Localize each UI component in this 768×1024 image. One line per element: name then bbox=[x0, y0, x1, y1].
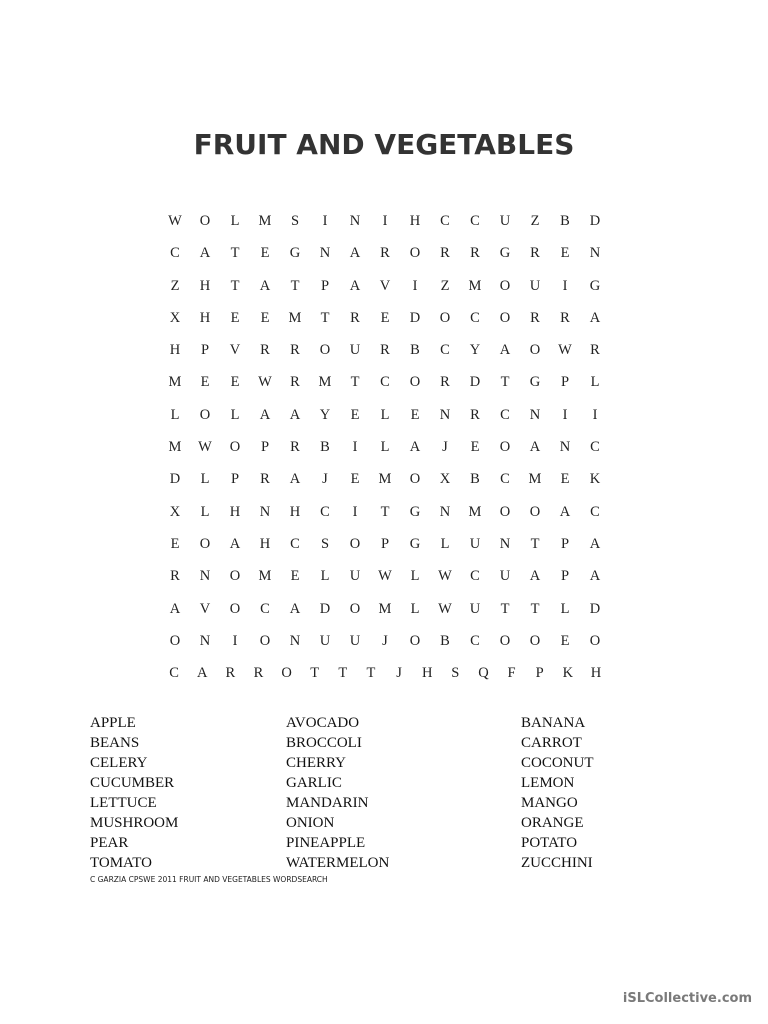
grid-letter: L bbox=[410, 600, 420, 617]
grid-letter: K bbox=[589, 471, 601, 488]
grid-letter: T bbox=[320, 309, 330, 326]
grid-letter: G bbox=[499, 245, 511, 262]
grid-letter: U bbox=[349, 632, 361, 649]
grid-letter: U bbox=[529, 277, 541, 294]
word-list-item: POTATO bbox=[521, 835, 578, 851]
grid-letter: U bbox=[469, 535, 481, 552]
grid-letter: D bbox=[469, 374, 481, 391]
word-list-item: LETTUCE bbox=[90, 795, 157, 811]
grid-letter: A bbox=[589, 568, 601, 585]
grid-letter: E bbox=[350, 471, 360, 488]
grid-letter: B bbox=[320, 439, 330, 456]
grid-letter: O bbox=[259, 632, 271, 649]
grid-letter: H bbox=[289, 503, 301, 520]
word-list-item: CUCUMBER bbox=[90, 775, 175, 791]
grid-letter: R bbox=[560, 309, 570, 326]
grid-letter: V bbox=[379, 277, 391, 294]
word-list-item: PINEAPPLE bbox=[286, 835, 366, 851]
grid-letter: A bbox=[529, 568, 541, 585]
grid-letter: V bbox=[229, 342, 241, 359]
grid-letter: V bbox=[199, 600, 211, 617]
word-list-item: ORANGE bbox=[521, 815, 584, 831]
grid-letter: J bbox=[322, 471, 328, 488]
grid-letter: E bbox=[470, 439, 480, 456]
grid-letter: O bbox=[529, 632, 541, 649]
grid-letter: T bbox=[380, 503, 390, 520]
grid-letter: R bbox=[470, 406, 480, 423]
grid-letter: C bbox=[470, 213, 480, 229]
grid-letter: R bbox=[440, 374, 450, 391]
word-list-item: WATERMELON bbox=[286, 855, 390, 871]
grid-row bbox=[160, 593, 610, 625]
grid-letter: A bbox=[409, 439, 421, 456]
grid-letter: N bbox=[259, 503, 271, 520]
grid-letter: I bbox=[592, 406, 598, 423]
word-list-item: ZUCCHINI bbox=[521, 855, 593, 871]
grid-letter: C bbox=[290, 535, 300, 552]
grid-letter: E bbox=[230, 309, 240, 326]
grid-letter: O bbox=[409, 632, 421, 649]
grid-letter: E bbox=[260, 309, 270, 326]
grid-letter: C bbox=[500, 471, 510, 488]
grid-letter: A bbox=[199, 245, 211, 262]
grid-row bbox=[160, 560, 610, 592]
grid-letter: N bbox=[289, 632, 301, 649]
grid-letter: W bbox=[378, 568, 392, 585]
grid-letter: E bbox=[260, 245, 270, 262]
grid-letter: H bbox=[199, 309, 211, 326]
grid-letter: L bbox=[590, 374, 600, 391]
grid-letter: T bbox=[366, 665, 376, 682]
grid-row bbox=[160, 431, 610, 463]
grid-letter: B bbox=[470, 471, 480, 488]
grid-letter: O bbox=[319, 342, 331, 359]
grid-letter: A bbox=[499, 342, 511, 359]
grid-letter: R bbox=[380, 342, 390, 359]
grid-letter: L bbox=[410, 568, 420, 585]
grid-letter: D bbox=[589, 213, 601, 229]
grid-letter: K bbox=[562, 665, 574, 682]
grid-letter: U bbox=[349, 568, 361, 585]
grid-letter: N bbox=[319, 245, 331, 262]
grid-row bbox=[160, 625, 610, 657]
grid-letter: H bbox=[421, 665, 433, 682]
word-list-item: BEANS bbox=[90, 735, 140, 751]
grid-letter: E bbox=[290, 568, 300, 585]
grid-letter: C bbox=[470, 632, 480, 649]
grid-letter: L bbox=[560, 600, 570, 617]
grid-letter: P bbox=[560, 374, 570, 391]
grid-letter: N bbox=[199, 568, 211, 585]
grid-letter: P bbox=[320, 277, 330, 294]
grid-letter: J bbox=[382, 632, 388, 649]
grid-letter: R bbox=[170, 568, 180, 585]
grid-letter: T bbox=[338, 665, 348, 682]
grid-letter: O bbox=[281, 665, 292, 682]
grid-letter: Z bbox=[530, 213, 540, 229]
page-title: FRUIT AND VEGETABLES bbox=[193, 128, 575, 161]
grid-row bbox=[160, 205, 610, 237]
grid-letter: N bbox=[559, 439, 571, 456]
word-list-column-1 bbox=[90, 713, 178, 873]
grid-letter: E bbox=[200, 374, 210, 391]
grid-letter: I bbox=[352, 503, 358, 520]
grid-letter: I bbox=[562, 277, 568, 294]
grid-letter: O bbox=[499, 277, 511, 294]
grid-letter: D bbox=[589, 600, 601, 617]
grid-letter: C bbox=[320, 503, 330, 520]
word-list-item: ONION bbox=[286, 815, 335, 831]
grid-letter: G bbox=[409, 503, 421, 520]
grid-letter: R bbox=[260, 342, 270, 359]
grid-letter: C bbox=[590, 439, 600, 456]
grid-row bbox=[160, 399, 610, 431]
word-list-item: COCONUT bbox=[521, 755, 594, 771]
grid-letter: D bbox=[169, 471, 181, 488]
grid-letter: D bbox=[319, 600, 331, 617]
grid-letter: U bbox=[319, 632, 331, 649]
grid-letter: T bbox=[530, 600, 540, 617]
grid-letter: B bbox=[410, 342, 420, 359]
grid-letter: R bbox=[530, 245, 540, 262]
grid-letter: T bbox=[230, 277, 240, 294]
grid-letter: I bbox=[352, 439, 358, 456]
grid-letter: T bbox=[350, 374, 360, 391]
grid-letter: S bbox=[451, 665, 460, 682]
grid-letter: P bbox=[380, 535, 390, 552]
grid-row bbox=[160, 657, 610, 689]
grid-letter: A bbox=[529, 439, 541, 456]
grid-letter: S bbox=[320, 535, 330, 552]
grid-letter: N bbox=[439, 503, 451, 520]
grid-letter: I bbox=[562, 406, 568, 423]
grid-letter: X bbox=[439, 471, 451, 488]
grid-letter: M bbox=[288, 309, 302, 326]
grid-letter: T bbox=[230, 245, 240, 262]
grid-letter: O bbox=[349, 600, 361, 617]
grid-letter: E bbox=[230, 374, 240, 391]
grid-letter: R bbox=[225, 665, 236, 682]
grid-letter: Y bbox=[469, 342, 481, 359]
word-list-item: CELERY bbox=[90, 755, 148, 771]
grid-letter: A bbox=[196, 665, 208, 682]
word-list-item: MANDARIN bbox=[286, 795, 369, 811]
grid-letter: G bbox=[529, 374, 541, 391]
grid-letter: C bbox=[500, 406, 510, 423]
grid-letter: N bbox=[439, 406, 451, 423]
grid-letter: I bbox=[232, 632, 238, 649]
grid-letter: D bbox=[409, 309, 421, 326]
word-list-item: LEMON bbox=[521, 775, 575, 791]
grid-letter: U bbox=[349, 342, 361, 359]
grid-letter: M bbox=[318, 374, 332, 391]
grid-letter: T bbox=[500, 600, 510, 617]
word-list-column-3 bbox=[521, 713, 594, 873]
grid-letter: R bbox=[253, 665, 264, 682]
grid-letter: E bbox=[560, 471, 570, 488]
grid-letter: I bbox=[382, 213, 388, 229]
grid-letter: O bbox=[409, 245, 421, 262]
grid-letter: H bbox=[169, 342, 181, 359]
grid-letter: C bbox=[260, 600, 270, 617]
grid-letter: L bbox=[230, 213, 240, 229]
grid-letter: F bbox=[507, 665, 516, 682]
grid-row bbox=[160, 496, 610, 528]
grid-letter: N bbox=[199, 632, 211, 649]
word-search-grid bbox=[160, 205, 610, 689]
grid-letter: A bbox=[589, 309, 601, 326]
grid-letter: P bbox=[535, 665, 544, 682]
grid-letter: C bbox=[470, 309, 480, 326]
grid-letter: O bbox=[199, 406, 211, 423]
grid-letter: M bbox=[258, 213, 272, 229]
grid-letter: P bbox=[200, 342, 210, 359]
grid-letter: A bbox=[349, 277, 361, 294]
grid-letter: M bbox=[468, 503, 482, 520]
grid-row bbox=[160, 334, 610, 366]
grid-letter: Y bbox=[319, 406, 331, 423]
grid-letter: O bbox=[589, 632, 601, 649]
grid-letter: A bbox=[289, 600, 301, 617]
grid-row bbox=[160, 528, 610, 560]
grid-letter: R bbox=[470, 245, 480, 262]
word-list-item: CARROT bbox=[521, 735, 582, 751]
grid-letter: H bbox=[229, 503, 241, 520]
grid-letter: H bbox=[409, 213, 421, 229]
grid-row bbox=[160, 463, 610, 495]
grid-letter: A bbox=[289, 406, 301, 423]
grid-letter: A bbox=[289, 471, 301, 488]
grid-letter: G bbox=[289, 245, 301, 262]
grid-letter: O bbox=[409, 374, 421, 391]
grid-letter: O bbox=[229, 568, 241, 585]
grid-letter: T bbox=[500, 374, 510, 391]
grid-letter: U bbox=[499, 568, 511, 585]
grid-letter: O bbox=[499, 632, 511, 649]
grid-letter: O bbox=[529, 342, 541, 359]
grid-letter: M bbox=[258, 568, 272, 585]
grid-letter: E bbox=[170, 535, 180, 552]
grid-letter: G bbox=[409, 535, 421, 552]
grid-letter: O bbox=[199, 213, 211, 229]
grid-letter: O bbox=[349, 535, 361, 552]
grid-letter: C bbox=[380, 374, 390, 391]
grid-row bbox=[160, 237, 610, 269]
grid-letter: O bbox=[439, 309, 451, 326]
grid-letter: L bbox=[380, 439, 390, 456]
grid-letter: W bbox=[438, 568, 452, 585]
grid-letter: T bbox=[530, 535, 540, 552]
grid-letter: P bbox=[560, 568, 570, 585]
grid-letter: A bbox=[349, 245, 361, 262]
grid-letter: L bbox=[230, 406, 240, 423]
grid-letter: I bbox=[412, 277, 418, 294]
grid-letter: E bbox=[350, 406, 360, 423]
grid-letter: B bbox=[560, 213, 570, 229]
grid-letter: L bbox=[320, 568, 330, 585]
grid-letter: S bbox=[290, 213, 300, 229]
grid-letter: R bbox=[290, 342, 300, 359]
word-list-item: MUSHROOM bbox=[90, 815, 179, 831]
grid-letter: R bbox=[350, 309, 360, 326]
grid-letter: O bbox=[499, 439, 511, 456]
grid-letter: H bbox=[259, 535, 271, 552]
grid-letter: C bbox=[470, 568, 480, 585]
grid-letter: E bbox=[560, 632, 570, 649]
word-list-item: BROCCOLI bbox=[286, 735, 362, 751]
grid-letter: M bbox=[378, 471, 392, 488]
grid-letter: W bbox=[438, 600, 452, 617]
word-list-column-2 bbox=[286, 713, 389, 873]
grid-letter: P bbox=[230, 471, 240, 488]
grid-letter: C bbox=[169, 665, 179, 682]
word-list-item: APPLE bbox=[90, 715, 136, 731]
grid-letter: M bbox=[168, 374, 182, 391]
grid-letter: J bbox=[442, 439, 448, 456]
grid-letter: M bbox=[378, 600, 392, 617]
grid-letter: M bbox=[468, 277, 482, 294]
grid-letter: A bbox=[169, 600, 181, 617]
grid-letter: C bbox=[440, 342, 450, 359]
grid-letter: O bbox=[169, 632, 181, 649]
grid-letter: Z bbox=[170, 277, 180, 294]
grid-letter: O bbox=[529, 503, 541, 520]
word-list-item: CHERRY bbox=[286, 755, 347, 771]
grid-letter: W bbox=[168, 213, 182, 229]
grid-letter: C bbox=[590, 503, 600, 520]
grid-letter: U bbox=[469, 600, 481, 617]
grid-letter: X bbox=[169, 309, 181, 326]
grid-letter: N bbox=[589, 245, 601, 262]
grid-letter: O bbox=[499, 309, 511, 326]
grid-letter: R bbox=[440, 245, 450, 262]
grid-letter: L bbox=[170, 406, 180, 423]
grid-letter: I bbox=[322, 213, 328, 229]
grid-letter: W bbox=[258, 374, 272, 391]
grid-letter: W bbox=[558, 342, 572, 359]
grid-letter: G bbox=[589, 277, 601, 294]
grid-letter: A bbox=[229, 535, 241, 552]
grid-letter: A bbox=[559, 503, 571, 520]
word-list-item: TOMATO bbox=[90, 855, 152, 871]
grid-row bbox=[160, 302, 610, 334]
grid-letter: Z bbox=[440, 277, 450, 294]
grid-letter: R bbox=[380, 245, 390, 262]
grid-letter: C bbox=[170, 245, 180, 262]
grid-letter: A bbox=[259, 406, 271, 423]
word-list-item: GARLIC bbox=[286, 775, 342, 791]
grid-letter: O bbox=[409, 471, 421, 488]
grid-letter: O bbox=[229, 600, 241, 617]
grid-row bbox=[160, 366, 610, 398]
grid-row bbox=[160, 270, 610, 302]
grid-letter: A bbox=[259, 277, 271, 294]
grid-letter: O bbox=[499, 503, 511, 520]
grid-letter: L bbox=[440, 535, 450, 552]
grid-letter: R bbox=[590, 342, 600, 359]
grid-letter: P bbox=[260, 439, 270, 456]
grid-letter: W bbox=[198, 439, 212, 456]
grid-letter: U bbox=[499, 213, 511, 229]
grid-letter: T bbox=[290, 277, 300, 294]
grid-letter: Q bbox=[478, 665, 489, 682]
grid-letter: P bbox=[560, 535, 570, 552]
copyright-note: C GARZIA CPSWE 2011 FRUIT AND VEGETABLES WORDSEARCH bbox=[90, 875, 328, 884]
grid-letter: H bbox=[590, 665, 602, 682]
grid-letter: X bbox=[169, 503, 181, 520]
site-watermark: iSLCollective.com bbox=[622, 991, 752, 1006]
grid-letter: N bbox=[529, 406, 541, 423]
word-list-item: MANGO bbox=[521, 795, 578, 811]
grid-letter: E bbox=[410, 406, 420, 423]
grid-letter: M bbox=[528, 471, 542, 488]
grid-letter: N bbox=[499, 535, 511, 552]
word-list-item: AVOCADO bbox=[286, 715, 360, 731]
grid-letter: L bbox=[380, 406, 390, 423]
grid-letter: R bbox=[290, 374, 300, 391]
grid-letter: R bbox=[290, 439, 300, 456]
grid-letter: O bbox=[229, 439, 241, 456]
word-list-item: PEAR bbox=[90, 835, 129, 851]
grid-letter: B bbox=[440, 632, 450, 649]
word-list-item: BANANA bbox=[521, 715, 586, 731]
grid-letter: C bbox=[440, 213, 450, 229]
grid-letter: T bbox=[310, 665, 320, 682]
grid-letter: H bbox=[199, 277, 211, 294]
grid-letter: L bbox=[200, 503, 210, 520]
grid-letter: A bbox=[589, 535, 601, 552]
grid-letter: M bbox=[168, 439, 182, 456]
grid-letter: R bbox=[530, 309, 540, 326]
grid-letter: R bbox=[260, 471, 270, 488]
grid-letter: O bbox=[199, 535, 211, 552]
grid-letter: E bbox=[380, 309, 390, 326]
grid-letter: J bbox=[396, 665, 402, 682]
grid-letter: L bbox=[200, 471, 210, 488]
grid-letter: N bbox=[349, 213, 361, 229]
grid-letter: E bbox=[560, 245, 570, 262]
